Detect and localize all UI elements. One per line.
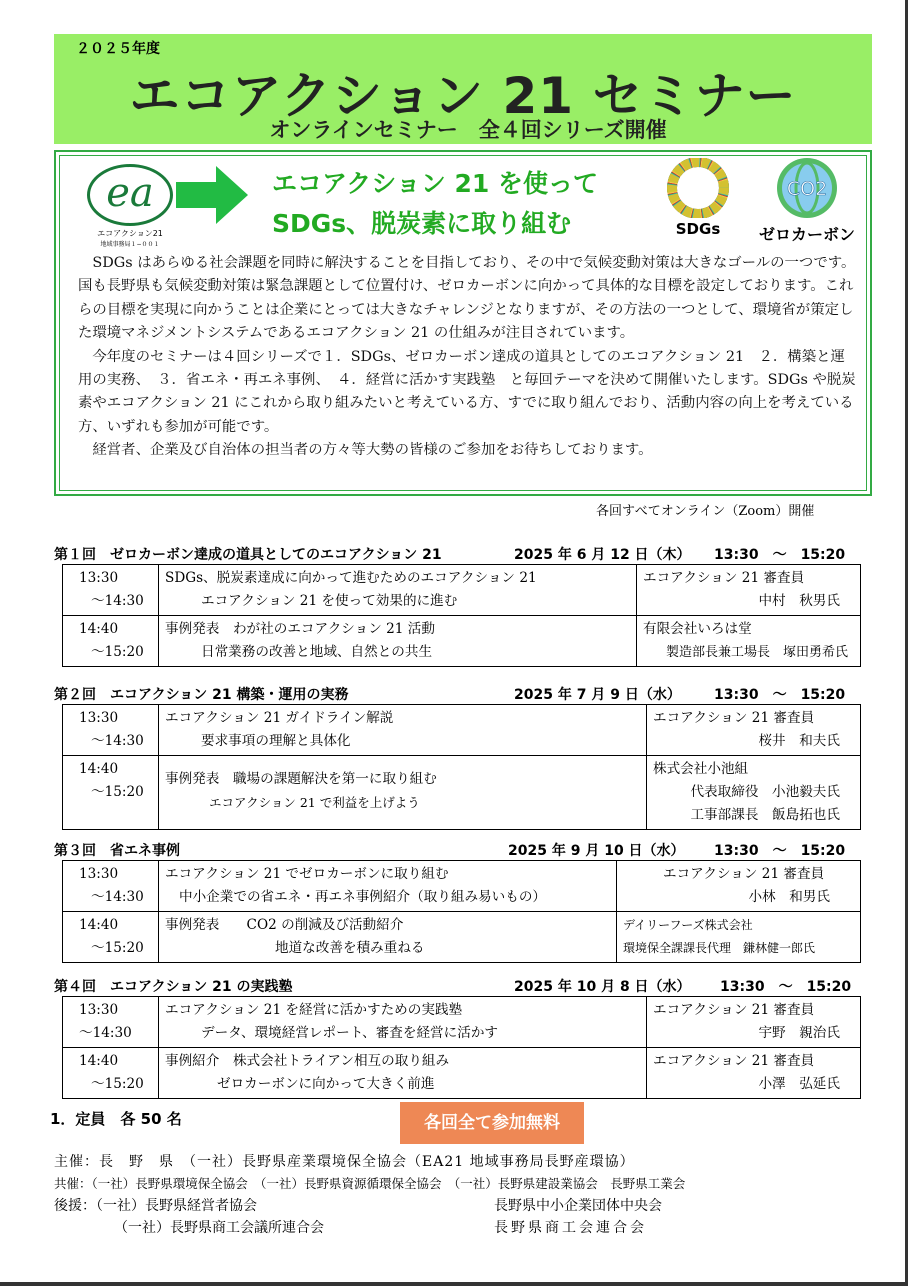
time-cell [63, 616, 159, 667]
content-cell [159, 616, 637, 667]
start-time: 14:40 [79, 621, 119, 637]
session-4-time: 13:30 ～ 15:20 [720, 979, 852, 995]
content-cell [159, 565, 637, 616]
start-time: 13:30 [79, 866, 119, 882]
end-time: ～14:30 [79, 1025, 132, 1041]
session-3-heading [54, 840, 846, 860]
content-subtitle: データ、環境経営レポート、審査を経営に活かす [201, 1025, 499, 1041]
end-time: ～15:20 [91, 1076, 144, 1092]
speaker-cell [647, 705, 861, 756]
speaker-cell [647, 1048, 861, 1099]
support-line-1: 後援：（一社）長野県経営者協会 [54, 1198, 257, 1214]
content-subtitle: エコアクション 21 で利益を上げよう [209, 795, 420, 810]
content-subtitle: 日常業務の改善と地域、自然との共生 [201, 644, 433, 660]
content-title: 事例発表 わが社のエコアクション 21 活動 [165, 621, 435, 637]
content-subtitle: 地道な改善を積み重ねる [275, 940, 425, 956]
session-2-table [62, 704, 861, 830]
end-time: ～14:30 [91, 593, 144, 609]
start-time: 13:30 [79, 1002, 119, 1018]
speaker-org: エコアクション 21 審査員 [643, 570, 805, 586]
zero-carbon-label: ゼロカーボン [758, 225, 855, 244]
content-cell [159, 997, 647, 1048]
intro-text [78, 252, 856, 463]
content-subtitle: ゼロカーボンに向かって大きく前進 [217, 1076, 435, 1092]
session-3-time: 13:30 ～ 15:20 [714, 843, 846, 859]
session-1-date: 2025 年 6 月 12 日（木） [514, 547, 691, 563]
content-cell [159, 912, 617, 963]
support-line-4: 長野県商工会連合会 [494, 1220, 647, 1236]
end-time: ～14:30 [91, 733, 144, 749]
capacity-label: 1．定員 各 50 名 [50, 1110, 182, 1128]
online-note: 各回すべてオンライン（Zoom）開催 [596, 504, 815, 519]
session-4-title: 第４回 エコアクション 21 の実践塾 [54, 979, 293, 995]
free-badge: 各回全て参加無料 [400, 1102, 584, 1144]
intro-paragraph-2: 今年度のセミナーは４回シリーズで１．SDGs、ゼロカーボン達成の道具としてのエコアクション 21 ２．構築と運用の実務、 ３．省エネ・再エネ事例、 ４．経営に活かす実践塾 と毎回テーマを決めて開催いたします。SDGs や脱炭素やエコアクション 21 にこれから取り組みたいと考えている方、すでに取り組んでおり、活動内容の向上を考えている方、いずれも参加が可能です。 [78, 348, 856, 435]
content-cell [159, 705, 647, 756]
sdgs-wheel-icon [666, 158, 730, 218]
content-cell [159, 756, 647, 830]
content-title: 事例紹介 株式会社トライアン相互の取り組み [165, 1053, 450, 1069]
content-title: エコアクション 21 でゼロカーボンに取り組む [165, 866, 449, 882]
year-label: ２０２５年度 [76, 41, 160, 57]
speaker-org: エコアクション 21 審査員 [663, 866, 825, 882]
intro-paragraph-3: 経営者、企業及び自治体の担当者の方々等大勢の皆様のご参加をお待ちしております。 [92, 442, 653, 459]
speaker-org: エコアクション 21 審査員 [653, 1002, 815, 1018]
end-time: ～14:30 [91, 889, 144, 905]
support-line-3: （一社）長野県商工会議所連合会 [114, 1220, 324, 1236]
time-cell [63, 861, 159, 912]
time-cell [63, 912, 159, 963]
session-3-table [62, 860, 861, 963]
speaker-org: エコアクション 21 審査員 [653, 1053, 815, 1069]
content-title: 事例発表 職場の課題解決を第一に取り組む [165, 771, 437, 787]
logo-caption: エコアクション21 [97, 229, 163, 238]
session-1-time: 13:30 ～ 15:20 [714, 547, 846, 563]
headline-line-2: SDGs、脱炭素に取り組む [272, 209, 572, 238]
logo-subcaption: 地域事務局１−００１ [100, 241, 160, 248]
host-line: 主催：長 野 県 （一社）長野県産業環境保全協会（EA21 地域事務局長野産環協） [54, 1154, 635, 1170]
sdgs-label: SDGs [675, 220, 721, 238]
content-subtitle: 要求事項の理解と具体化 [201, 733, 351, 749]
ecoaction21-logo [84, 164, 176, 248]
start-time: 14:40 [79, 761, 119, 777]
speaker-cell [637, 565, 861, 616]
page-subtitle: オンラインセミナー 全４回シリーズ開催 [269, 118, 667, 142]
speaker-org: 株式会社小池組 [653, 761, 749, 777]
headline [272, 164, 598, 244]
content-subtitle: エコアクション 21 を使って効果的に進む [201, 593, 458, 609]
sdgs-logo [666, 158, 730, 242]
session-1-title: 第１回 ゼロカーボン達成の道具としてのエコアクション 21 [54, 547, 442, 563]
speaker-name: 桜井 和夫氏 [758, 733, 840, 749]
speaker-name-2: 工事部課長 飯島拓也氏 [690, 807, 840, 823]
page-edge-bottom [0, 1282, 908, 1286]
session-4-table [62, 996, 861, 1099]
time-cell [63, 565, 159, 616]
speaker-org: 有限会社いろは堂 [643, 621, 752, 637]
table-row [63, 616, 861, 667]
speaker-cell [647, 756, 861, 830]
speaker-cell [617, 912, 861, 963]
session-1-heading [54, 544, 846, 564]
content-title: エコアクション 21 を経営に活かすための実践塾 [165, 1002, 463, 1018]
speaker-name: 中村 秋男氏 [758, 593, 840, 609]
session-2-title: 第２回 エコアクション 21 構築・運用の実務 [54, 687, 349, 703]
speaker-name: 小林 和男氏 [748, 889, 830, 905]
start-time: 13:30 [79, 710, 119, 726]
support-line-2: 長野県中小企業団体中央会 [494, 1198, 662, 1214]
speaker-name: 製造部長兼工場長 塚田勇希氏 [665, 645, 848, 660]
intro-paragraph-1: SDGs はあらゆる社会課題を同時に解決することを目指しており、その中で気候変動対策は大きなゴールの一つです。国も長野県も気候変動対策は緊急課題として位置付け、ゼロカーボンに向かって具体的な目標を設定しております。これらの目標を実現に向かうことは企業にとっては大きなチャレンジとなりますが、その方法の一つとして、環境省が策定した環境マネジメントシステムであるエコアクション 21 の仕組みが注目されています。 [78, 255, 856, 342]
table-row [63, 997, 861, 1048]
ea-mark-icon: ea [106, 170, 154, 216]
session-2-time: 13:30 ～ 15:20 [714, 687, 846, 703]
start-time: 13:30 [79, 570, 119, 586]
content-title: 事例発表 CO2 の削減及び活動紹介 [165, 917, 404, 933]
end-time: ～15:20 [91, 644, 144, 660]
co2-mark: CO2 [786, 178, 828, 200]
content-title: SDGs、脱炭素達成に向かって進むためのエコアクション 21 [165, 570, 537, 586]
time-cell [63, 1048, 159, 1099]
headline-line-1: エコアクション 21 を使って [272, 169, 598, 198]
speaker-org: エコアクション 21 審査員 [653, 710, 815, 726]
end-time: ～15:20 [91, 940, 144, 956]
table-row [63, 912, 861, 963]
start-time: 14:40 [79, 917, 119, 933]
session-2-date: 2025 年 7 月 9 日（水） [514, 687, 681, 703]
table-row [63, 705, 861, 756]
content-title: エコアクション 21 ガイドライン解説 [165, 710, 394, 726]
co2-globe-icon [752, 156, 862, 220]
session-3-title: 第３回 省エネ事例 [54, 843, 180, 859]
content-subtitle: 中小企業での省エネ・再エネ事例紹介（取り組み易いもの） [179, 889, 547, 905]
table-row [63, 1048, 861, 1099]
table-row [63, 756, 861, 830]
table-row [63, 565, 861, 616]
session-4-date: 2025 年 10 月 8 日（水） [514, 979, 691, 995]
session-4-heading [54, 976, 852, 996]
content-cell [159, 1048, 647, 1099]
zero-carbon-logo [752, 156, 862, 246]
speaker-name: 代表取締役 小池毅夫氏 [690, 784, 840, 800]
speaker-cell [637, 616, 861, 667]
table-row [63, 861, 861, 912]
start-time: 14:40 [79, 1053, 119, 1069]
speaker-cell [647, 997, 861, 1048]
end-time: ～15:20 [91, 784, 144, 800]
time-cell [63, 756, 159, 830]
speaker-name: 小澤 弘延氏 [758, 1076, 840, 1092]
intro-box [54, 150, 872, 496]
speaker-org: デイリーフーズ株式会社 [623, 918, 753, 932]
speaker-name: 宇野 親治氏 [758, 1025, 840, 1041]
arrow-right-icon [176, 166, 248, 224]
header-banner [54, 34, 872, 144]
time-cell [63, 705, 159, 756]
session-1-table [62, 564, 861, 667]
speaker-cell [617, 861, 861, 912]
page-title: エコアクション 21 セミナー [129, 67, 797, 125]
cohost-line: 共催：（一社）長野県環境保全協会 （一社）長野県資源循環保全協会 （一社）長野県建設業協会 長野県工業会 [54, 1176, 686, 1191]
content-cell [159, 861, 617, 912]
session-3-date: 2025 年 9 月 10 日（水） [508, 843, 685, 859]
time-cell [63, 997, 159, 1048]
session-2-heading [54, 684, 846, 704]
speaker-name: 環境保全課課長代理 鎌林健一郎氏 [623, 941, 816, 955]
